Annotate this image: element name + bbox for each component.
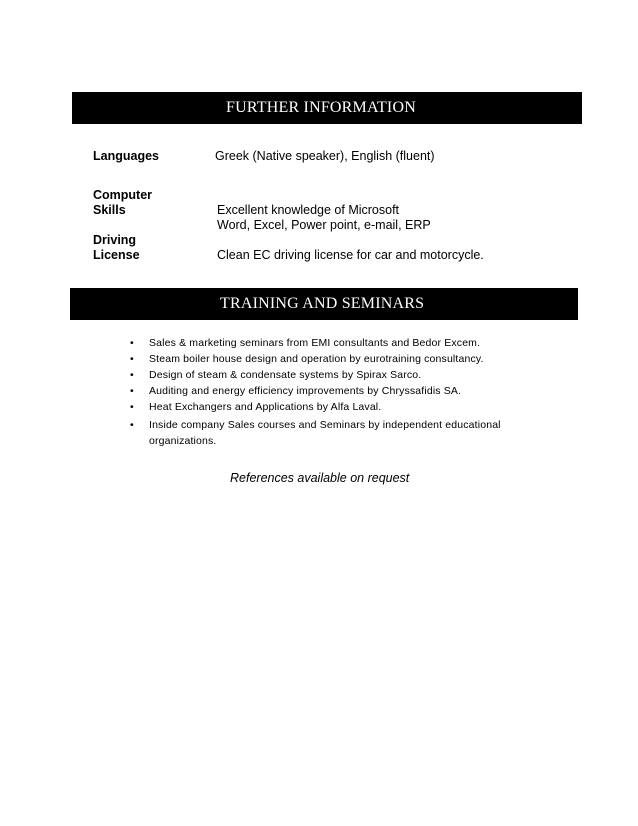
computer-skills-value-line1: Excellent knowledge of Microsoft — [217, 203, 400, 217]
list-item — [130, 337, 570, 350]
training-seminars-title: TRAINING AND SEMINARS — [220, 295, 425, 312]
bullet-icon: • — [130, 385, 134, 397]
driving-license-label-line1: Driving — [93, 233, 137, 247]
list-item-text: Auditing and energy efficiency improvements by Chryssafidis SA. — [149, 385, 462, 397]
bullet-icon: • — [130, 419, 134, 431]
driving-license-label-line2: License — [93, 248, 140, 262]
bullet-icon: • — [130, 337, 134, 349]
list-item — [130, 369, 570, 382]
list-item-text: Heat Exchangers and Applications by Alfa Laval. — [149, 401, 382, 413]
list-item — [130, 401, 570, 414]
bullet-icon: • — [130, 353, 134, 365]
references-note: References available on request — [230, 471, 410, 485]
list-item-text: Inside company Sales courses and Seminars by independent educational organizations. — [149, 419, 501, 447]
training-seminars-header — [70, 288, 578, 320]
computer-skills-label-line1: Computer — [93, 188, 153, 202]
computer-skills-label-line2: Skills — [93, 203, 126, 217]
list-item-text: Sales & marketing seminars from EMI consultants and Bedor Excem. — [149, 337, 481, 349]
further-information-title: FURTHER INFORMATION — [226, 99, 416, 116]
list-item-text: Steam boiler house design and operation by eurotraining consultancy. — [149, 353, 484, 365]
driving-license-value: Clean EC driving license for car and motorcycle. — [217, 248, 484, 262]
list-item — [130, 417, 570, 449]
list-item — [130, 353, 570, 366]
languages-label: Languages — [93, 149, 159, 163]
computer-skills-value-line2: Word, Excel, Power point, e-mail, ERP — [217, 218, 431, 232]
bullet-icon: • — [130, 369, 134, 381]
languages-value: Greek (Native speaker), English (fluent) — [215, 149, 435, 163]
list-item-text: Design of steam & condensate systems by Spirax Sarco. — [149, 369, 422, 381]
list-item — [130, 385, 570, 398]
training-list — [130, 337, 570, 452]
further-information-header — [72, 92, 582, 124]
bullet-icon: • — [130, 401, 134, 413]
